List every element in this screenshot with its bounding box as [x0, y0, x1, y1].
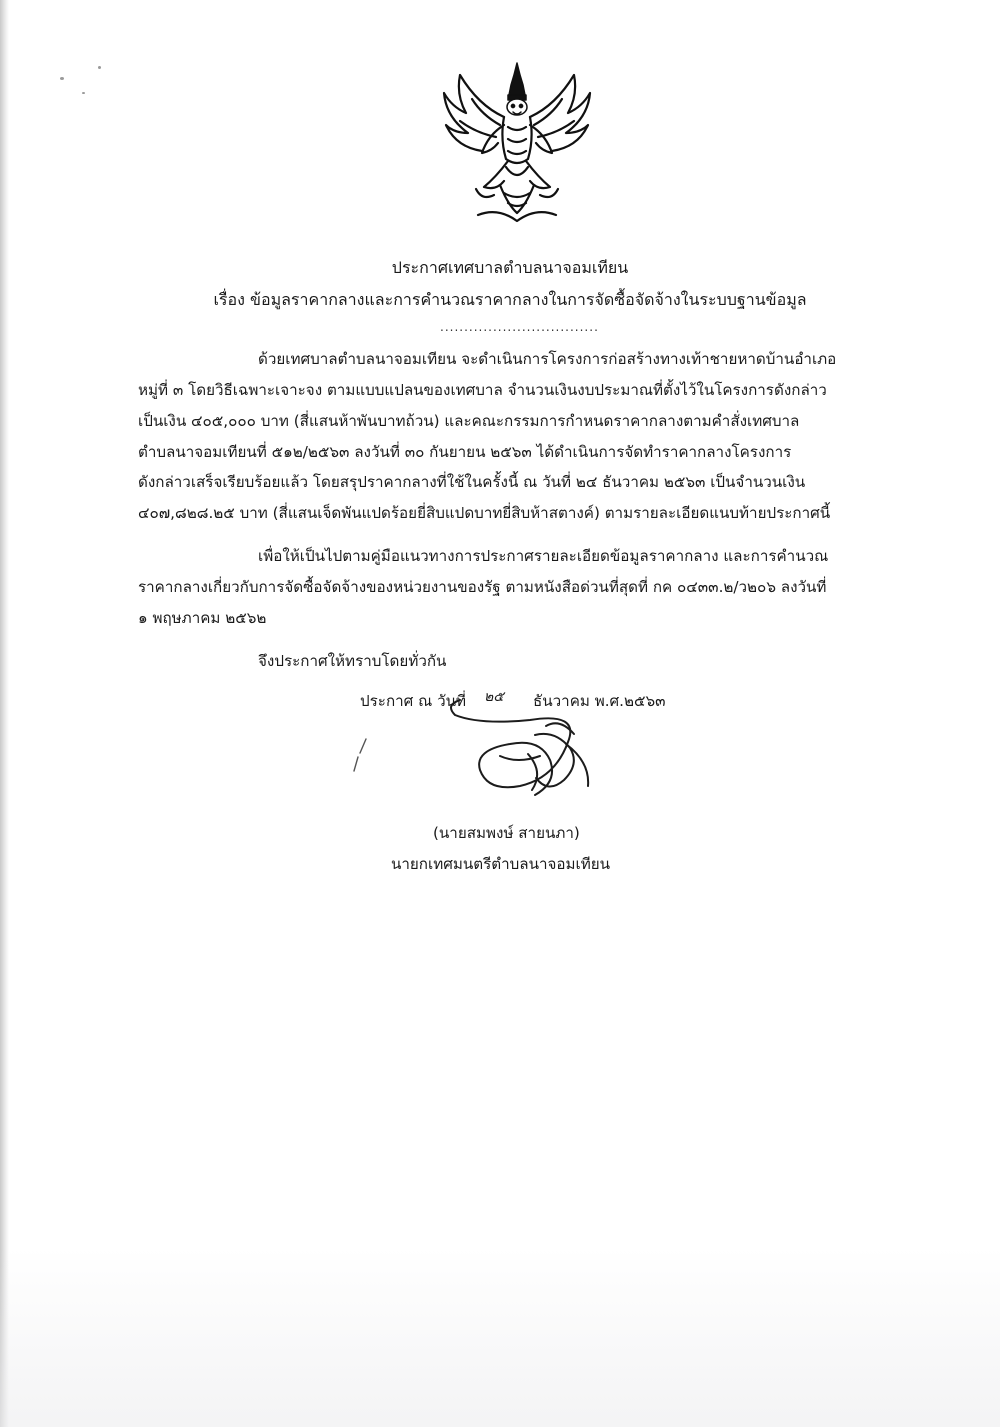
signatory-name: (นายสมพงษ์ สายนภา): [433, 824, 580, 842]
scan-speck: [60, 77, 64, 80]
body-line: ตำบลนาจอมเทียนที่ ๕๑๒/๒๕๖๓ ลงวันที่ ๓๐ กันยายน ๒๕๖๓ ได้ดำเนินการจัดทำราคากลางโครงการ: [138, 443, 792, 461]
body-line: ราคากลางเกี่ยวกับการจัดซื้อจัดจ้างของหน่วยงานของรัฐ ตามหนังสือด่วนที่สุดที่ กค ๐๔๓๓.๒/ว๒๐๖ ลงวันที่: [138, 578, 827, 596]
scan-speck: [82, 92, 85, 94]
body-line: ดังกล่าวเสร็จเรียบร้อยแล้ว โดยสรุปราคากลางที่ใช้ในครั้งนี้ ณ วันที่ ๒๔ ธันวาคม ๒๕๖๓ เป็นจำนวนเงิน: [138, 473, 806, 491]
signatory-position: นายกเทศมนตรีตำบลนาจอมเทียน: [391, 855, 611, 873]
scan-bottom-shade: [0, 1247, 1000, 1427]
handwritten-signature: [440, 660, 610, 820]
announcement-date-prefix: ประกาศ ณ วันที่: [360, 692, 466, 710]
scan-edge-shadow: [0, 0, 9, 1427]
announcement-date-suffix: ธันวาคม พ.ศ.๒๕๖๓: [533, 692, 666, 710]
closing-line: จึงประกาศให้ทราบโดยทั่วกัน: [258, 652, 447, 670]
announcement-subject: เรื่อง ข้อมูลราคากลางและการคำนวณราคากลางในการจัดซื้อจัดจ้างในระบบฐานข้อมูล: [213, 290, 807, 309]
garuda-emblem-icon: [438, 55, 596, 227]
body-line: ๑ พฤษภาคม ๒๕๖๒: [138, 609, 267, 627]
body-line: ๔๐๗,๘๒๘.๒๕ บาท (สี่แสนเจ็ดพันแปดร้อยยี่สิบแปดบาทยี่สิบห้าสตางค์) ตามรายละเอียดแนบท้ายประกาศนี้: [138, 504, 831, 522]
body-line: ด้วยเทศบาลตำบลนาจอมเทียน จะดำเนินการโครงการก่อสร้างทางเท้าชายหาดบ้านอำเภอ: [258, 350, 837, 368]
scan-mark: [348, 735, 378, 775]
body-line: หมู่ที่ ๓ โดยวิธีเฉพาะเจาะจง ตามแบบแปลนของเทศบาล จำนวนเงินงบประมาณที่ตั้งไว้ในโครงการดังกล่าว: [138, 381, 827, 399]
scan-speck: [98, 66, 101, 69]
announcement-title: ประกาศเทศบาลตำบลนาจอมเทียน: [391, 258, 629, 277]
title-separator: .................................: [440, 320, 599, 334]
handwritten-day: ๒๕: [484, 689, 504, 705]
body-line: เพื่อให้เป็นไปตามคู่มือแนวทางการประกาศรายละเอียดข้อมูลราคากลาง และการคำนวณ: [258, 547, 829, 565]
body-line: เป็นเงิน ๔๐๕,๐๐๐ บาท (สี่แสนห้าพันบาทถ้วน) และคณะกรรมการกำหนดราคากลางตามคำสั่งเทศบาล: [138, 412, 800, 430]
